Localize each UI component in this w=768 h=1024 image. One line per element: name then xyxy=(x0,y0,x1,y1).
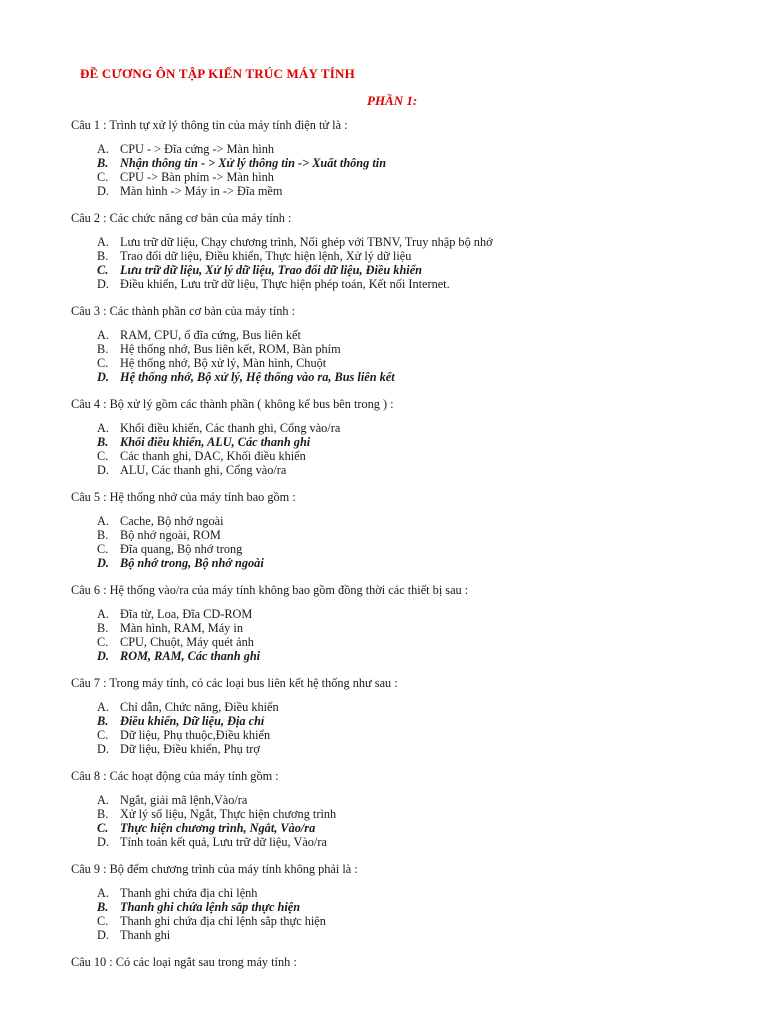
option-letter: B. xyxy=(97,621,109,635)
option-letter: D. xyxy=(97,928,109,942)
answer-option-correct xyxy=(71,556,731,570)
answer-option-correct xyxy=(71,714,731,728)
option-text: Khối điều khiển, Các thanh ghi, Cổng vào/ra xyxy=(120,421,341,435)
answer-option xyxy=(71,170,731,184)
part-heading: PHẦN 1: xyxy=(367,93,418,108)
answer-option-correct xyxy=(71,649,731,663)
answer-option xyxy=(71,835,731,849)
option-letter: C. xyxy=(97,635,109,649)
option-text: Ngắt, giải mã lệnh,Vào/ra xyxy=(120,793,248,807)
option-text: Màn hình -> Máy in -> Đĩa mềm xyxy=(120,184,283,198)
option-text: Thanh ghi xyxy=(120,928,171,942)
option-text: Dữ liệu, Phụ thuộc,Điều khiển xyxy=(120,728,271,742)
answer-option xyxy=(71,328,731,342)
option-letter: C. xyxy=(97,914,109,928)
option-text: CPU - > Đĩa cứng -> Màn hình xyxy=(120,142,275,156)
option-letter: D. xyxy=(97,370,109,384)
answer-options xyxy=(71,793,731,849)
question-text: Câu 7 : Trong máy tính, có các loại bus liên kết hệ thống như sau : xyxy=(71,676,398,690)
option-letter: A. xyxy=(97,607,109,621)
question-text: Câu 6 : Hệ thống vào/ra của máy tính không bao gồm đồng thời các thiết bị sau : xyxy=(71,583,469,597)
option-letter: B. xyxy=(97,714,109,728)
option-text: Khối điều khiển, ALU, Các thanh ghi xyxy=(120,435,311,449)
answer-options xyxy=(71,700,731,756)
question-text: Câu 10 : Có các loại ngắt sau trong máy tính : xyxy=(71,955,297,969)
answer-option xyxy=(71,142,731,156)
option-letter: D. xyxy=(97,835,109,849)
answer-option-correct xyxy=(71,900,731,914)
question-text: Câu 3 : Các thành phần cơ bản của máy tính : xyxy=(71,304,296,318)
option-text: Điều khiển, Dữ liệu, Địa chỉ xyxy=(120,714,265,728)
answer-options xyxy=(71,328,731,384)
option-letter: D. xyxy=(97,184,109,198)
option-text: Dữ liệu, Điều khiển, Phụ trợ xyxy=(120,742,260,756)
answer-option xyxy=(71,421,731,435)
option-letter: A. xyxy=(97,142,109,156)
answer-option xyxy=(71,607,731,621)
option-text: Tính toán kết quả, Lưu trữ dữ liệu, Vào/ra xyxy=(120,835,327,849)
option-letter: D. xyxy=(97,556,109,570)
answer-option xyxy=(71,235,731,249)
option-letter: A. xyxy=(97,793,109,807)
option-text: Nhận thông tin - > Xử lý thông tin -> Xuất thông tin xyxy=(120,156,387,170)
option-text: Hệ thống nhớ, Bộ xử lý, Hệ thống vào ra, Bus liên kết xyxy=(120,370,395,384)
option-text: Đĩa quang, Bộ nhớ trong xyxy=(120,542,243,556)
option-text: Bộ nhớ trong, Bộ nhớ ngoài xyxy=(120,556,264,570)
option-letter: D. xyxy=(97,463,109,477)
option-text: ALU, Các thanh ghi, Cổng vào/ra xyxy=(120,463,287,477)
answer-options xyxy=(71,235,731,291)
option-text: RAM, CPU, ổ đĩa cứng, Bus liên kết xyxy=(120,328,301,342)
option-text: Đĩa từ, Loa, Đĩa CD-ROM xyxy=(120,607,253,621)
answer-option xyxy=(71,886,731,900)
option-letter: D. xyxy=(97,649,109,663)
answer-option xyxy=(71,742,731,756)
option-text: Các thanh ghi, DAC, Khối điều khiển xyxy=(120,449,306,463)
option-text: CPU, Chuột, Máy quét ảnh xyxy=(120,635,254,649)
answer-option xyxy=(71,793,731,807)
answer-options xyxy=(71,514,731,570)
answer-options xyxy=(71,886,731,942)
option-text: Cache, Bộ nhớ ngoài xyxy=(120,514,224,528)
option-letter: B. xyxy=(97,249,109,263)
answer-option xyxy=(71,914,731,928)
option-letter: B. xyxy=(97,807,109,821)
option-text: Bộ nhớ ngoài, ROM xyxy=(120,528,221,542)
option-letter: C. xyxy=(97,821,109,835)
option-text: ROM, RAM, Các thanh ghi xyxy=(120,649,261,663)
option-text: Lưu trữ dữ liệu, Xử lý dữ liệu, Trao đổi dữ liệu, Điều khiển xyxy=(120,263,423,277)
option-letter: C. xyxy=(97,728,109,742)
document-title: ĐỀ CƯƠNG ÔN TẬP KIẾN TRÚC MÁY TÍNH xyxy=(80,66,355,81)
option-letter: A. xyxy=(97,700,109,714)
answer-options xyxy=(71,421,731,477)
question-text: Câu 2 : Các chức năng cơ bản của máy tính : xyxy=(71,211,292,225)
option-letter: A. xyxy=(97,328,109,342)
answer-option xyxy=(71,463,731,477)
answer-options xyxy=(71,142,731,198)
answer-option xyxy=(71,449,731,463)
option-letter: C. xyxy=(97,170,109,184)
question-text: Câu 1 : Trình tự xử lý thông tin của máy tính điện tử là : xyxy=(71,118,348,132)
option-letter: C. xyxy=(97,542,109,556)
answer-option xyxy=(71,728,731,742)
option-text: Điều khiển, Lưu trữ dữ liệu, Thực hiện phép toán, Kết nối Internet. xyxy=(120,277,450,291)
option-text: Thanh ghi chứa lệnh sắp thực hiện xyxy=(120,900,301,914)
answer-option xyxy=(71,807,731,821)
answer-option-correct xyxy=(71,821,731,835)
answer-option xyxy=(71,635,731,649)
option-text: CPU -> Bàn phím -> Màn hình xyxy=(120,170,274,184)
answer-option xyxy=(71,356,731,370)
option-letter: B. xyxy=(97,435,109,449)
answer-option xyxy=(71,700,731,714)
question-text: Câu 8 : Các hoạt động của máy tính gồm : xyxy=(71,769,279,783)
option-letter: D. xyxy=(97,277,109,291)
answer-option xyxy=(71,528,731,542)
option-letter: A. xyxy=(97,886,109,900)
option-letter: A. xyxy=(97,421,109,435)
option-letter: B. xyxy=(97,528,109,542)
option-letter: B. xyxy=(97,156,109,170)
answer-option xyxy=(71,277,731,291)
answer-option xyxy=(71,514,731,528)
answer-option-correct xyxy=(71,370,731,384)
option-text: Xử lý số liệu, Ngắt, Thực hiện chương trình xyxy=(120,807,337,821)
option-text: Màn hình, RAM, Máy in xyxy=(120,621,243,635)
answer-option-correct xyxy=(71,156,731,170)
answer-option-correct xyxy=(71,263,731,277)
question-text: Câu 5 : Hệ thống nhớ của máy tính bao gồm : xyxy=(71,490,296,504)
answer-option xyxy=(71,928,731,942)
option-text: Thanh ghi chứa địa chỉ lệnh xyxy=(120,886,258,900)
question-text: Câu 4 : Bộ xử lý gồm các thành phần ( không kể bus bên trong ) : xyxy=(71,397,394,411)
option-letter: B. xyxy=(97,342,109,356)
option-letter: A. xyxy=(97,235,109,249)
option-letter: C. xyxy=(97,356,109,370)
answer-option xyxy=(71,249,731,263)
question-text: Câu 9 : Bộ đếm chương trình của máy tính không phải là : xyxy=(71,862,358,876)
answer-option xyxy=(71,621,731,635)
question-list xyxy=(71,118,731,970)
answer-options xyxy=(71,607,731,663)
option-letter: B. xyxy=(97,900,109,914)
option-letter: A. xyxy=(97,514,109,528)
answer-option xyxy=(71,542,731,556)
answer-option xyxy=(71,184,731,198)
option-letter: C. xyxy=(97,449,109,463)
option-text: Chỉ dẫn, Chức năng, Điều khiển xyxy=(120,700,279,714)
option-text: Hệ thống nhớ, Bus liên kết, ROM, Bàn phím xyxy=(120,342,341,356)
option-text: Lưu trữ dữ liệu, Chạy chương trình, Nối ghép với TBNV, Truy nhập bộ nhớ xyxy=(120,235,493,249)
option-text: Thực hiện chương trình, Ngắt, Vào/ra xyxy=(120,821,316,835)
answer-option xyxy=(71,342,731,356)
answer-option-correct xyxy=(71,435,731,449)
option-letter: D. xyxy=(97,742,109,756)
option-text: Trao đổi dữ liệu, Điều khiển, Thực hiện lệnh, Xử lý dữ liệu xyxy=(120,249,412,263)
option-letter: C. xyxy=(97,263,109,277)
option-text: Hệ thống nhớ, Bộ xử lý, Màn hình, Chuột xyxy=(120,356,327,370)
option-text: Thanh ghi chứa địa chỉ lệnh sắp thực hiện xyxy=(120,914,326,928)
